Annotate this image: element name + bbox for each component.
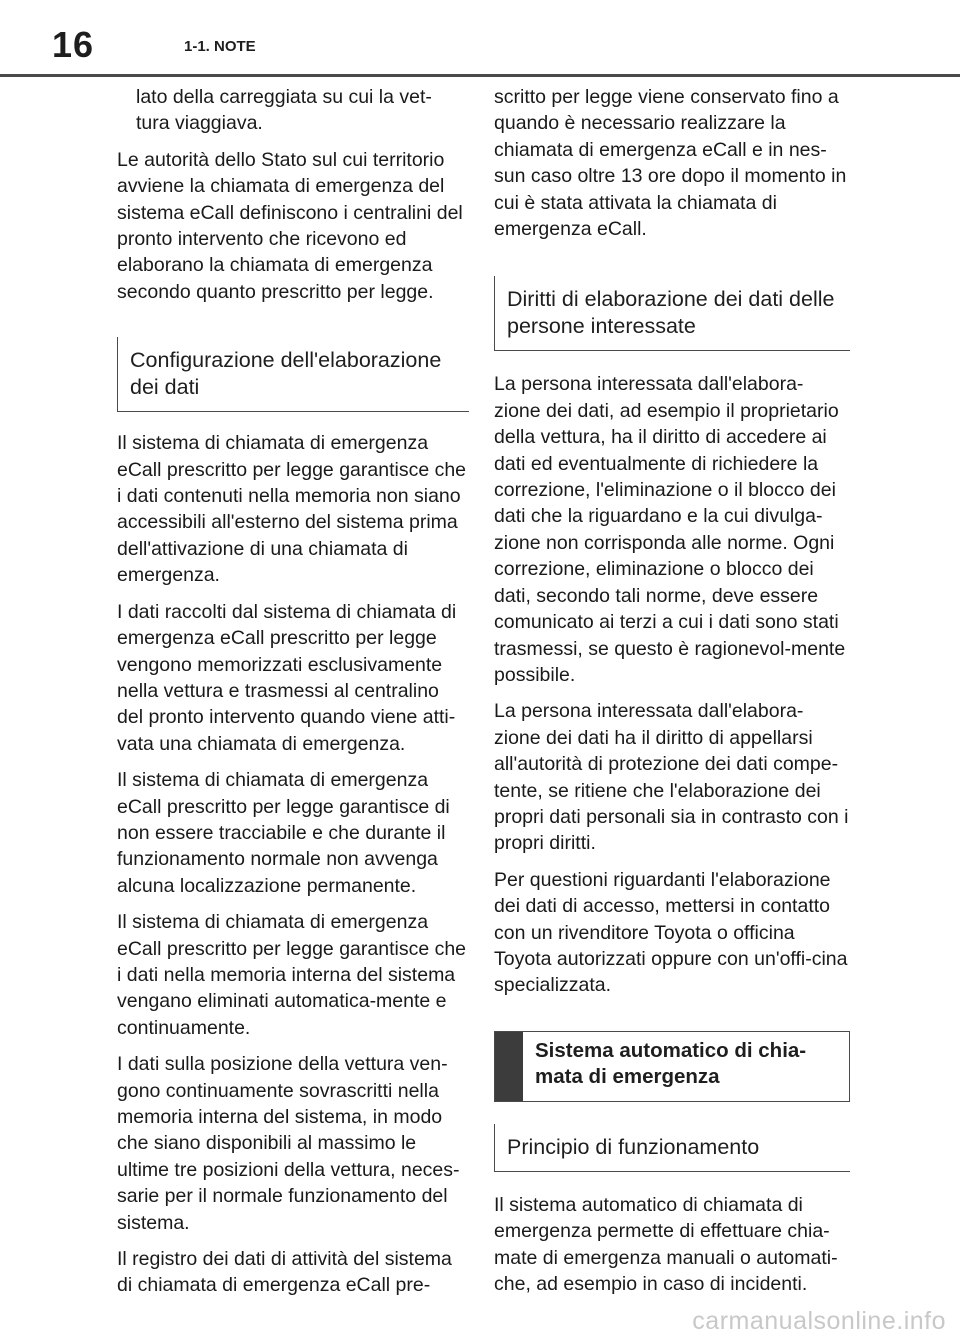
paragraph: Per questioni riguardanti l'elaborazione dei dati di accesso, mettersi in contatto con un rivenditore Toyota o officina Toyota autorizzati oppure con un'offi-cina specializzata. bbox=[494, 868, 848, 997]
watermark: carmanualsonline.info bbox=[692, 1307, 946, 1335]
subheading-operating-principle: Principio di funzionamento bbox=[494, 1124, 850, 1172]
paragraph: scritto per legge viene conservato fino a quando è necessario realizzare la chiamata di emergenza eCall e in nes-sun caso oltre 13 ore dopo il momento in cui è stata attivata la chiamata di emergenza eCall. bbox=[494, 86, 847, 241]
paragraph: Il sistema di chiamata di emergenza eCall prescritto per legge garantisce che i dati nella memoria interna del sistema vengano eliminati automatica-mente e continuamente. bbox=[117, 911, 467, 1039]
continued-paragraph bbox=[117, 84, 469, 137]
header-rule bbox=[0, 74, 960, 77]
paragraph: La persona interessata dall'elabora-zione dei dati ha il diritto di appellarsi all'autorità di protezione dei dati compe-tente, se ritiene che l'elaborazione dei propri dati personali sia in contrasto con i propri diritti. bbox=[494, 700, 849, 855]
paragraph: I dati raccolti dal sistema di chiamata di emergenza eCall prescritto per legge vengono memorizzati esclusivamente nella vettura e trasmessi al centralino del pronto intervento quando viene atti-vata una chiamata di emergenza. bbox=[117, 600, 457, 755]
paragraph: Le autorità dello Stato sul cui territorio avviene la chiamata di emergenza del sistema eCall definiscono i centralini del pronto intervento che ricevono ed elaborano la chiamata di emergenza secondo quanto prescritto per legge. bbox=[117, 148, 463, 303]
section-box-marker bbox=[495, 1032, 523, 1101]
continued-line-1: lato della carreggiata su cui la vet- bbox=[136, 86, 432, 108]
paragraph: Il sistema di chiamata di emergenza eCall prescritto per legge garantisce di non essere tracciabile e che durante il funzionamento normale non avvenga alcuna localizzazione permanente. bbox=[117, 769, 450, 897]
paragraph: Il sistema automatico di chiamata di emergenza permette di effettuare chia-mate di emergenza manuali o automati-che, ad esempio in caso di incidenti. bbox=[494, 1193, 838, 1295]
right-column bbox=[494, 84, 850, 1307]
subheading-data-processing-config: Configurazione dell'elaborazione dei dati bbox=[117, 337, 469, 412]
paragraph: Il sistema di chiamata di emergenza eCall prescritto per legge garantisce che i dati contenuti nella memoria non siano accessibili all'esterno del sistema prima dell'attivazione di una chiamata di emergenza. bbox=[117, 432, 467, 587]
left-column bbox=[117, 84, 469, 1309]
paragraph: Il registro dei dati di attività del sistema di chiamata di emergenza eCall pre- bbox=[117, 1248, 452, 1297]
section-box-title: Sistema automatico di chia-mata di emergenza bbox=[535, 1038, 807, 1089]
paragraph: La persona interessata dall'elabora-zione dei dati, ad esempio il proprietario della vettura, ha il diritto di accedere ai dati ed eventualmente di richiedere la correzione, l'eliminazione o il blocco dei dati che la riguardano e la cui divulga-zione non corrisponda alle norme. Ogni correzione, eliminazione o blocco dei dati, secondo tali norme, deve essere comunicato ai terzi a cui i dati sono stati trasmessi, se questo è ragionevol-mente possibile. bbox=[494, 373, 846, 686]
paragraph: I dati sulla posizione della vettura ven-gono continuamente sovrascritti nella memoria interna del sistema, in modo che siano disponibili al massimo le ultime tre posizioni della vettura, neces-sarie per il normale funzionamento del sistema. bbox=[117, 1053, 460, 1234]
section-box-automatic-emergency-call bbox=[494, 1031, 850, 1102]
continued-line-2: tura viaggiava. bbox=[136, 112, 263, 135]
subheading-data-subject-rights: Diritti di elaborazione dei dati delle persone interessate bbox=[494, 276, 850, 351]
page-number: 16 bbox=[52, 24, 95, 65]
section-title: 1-1. NOTE bbox=[184, 38, 256, 55]
